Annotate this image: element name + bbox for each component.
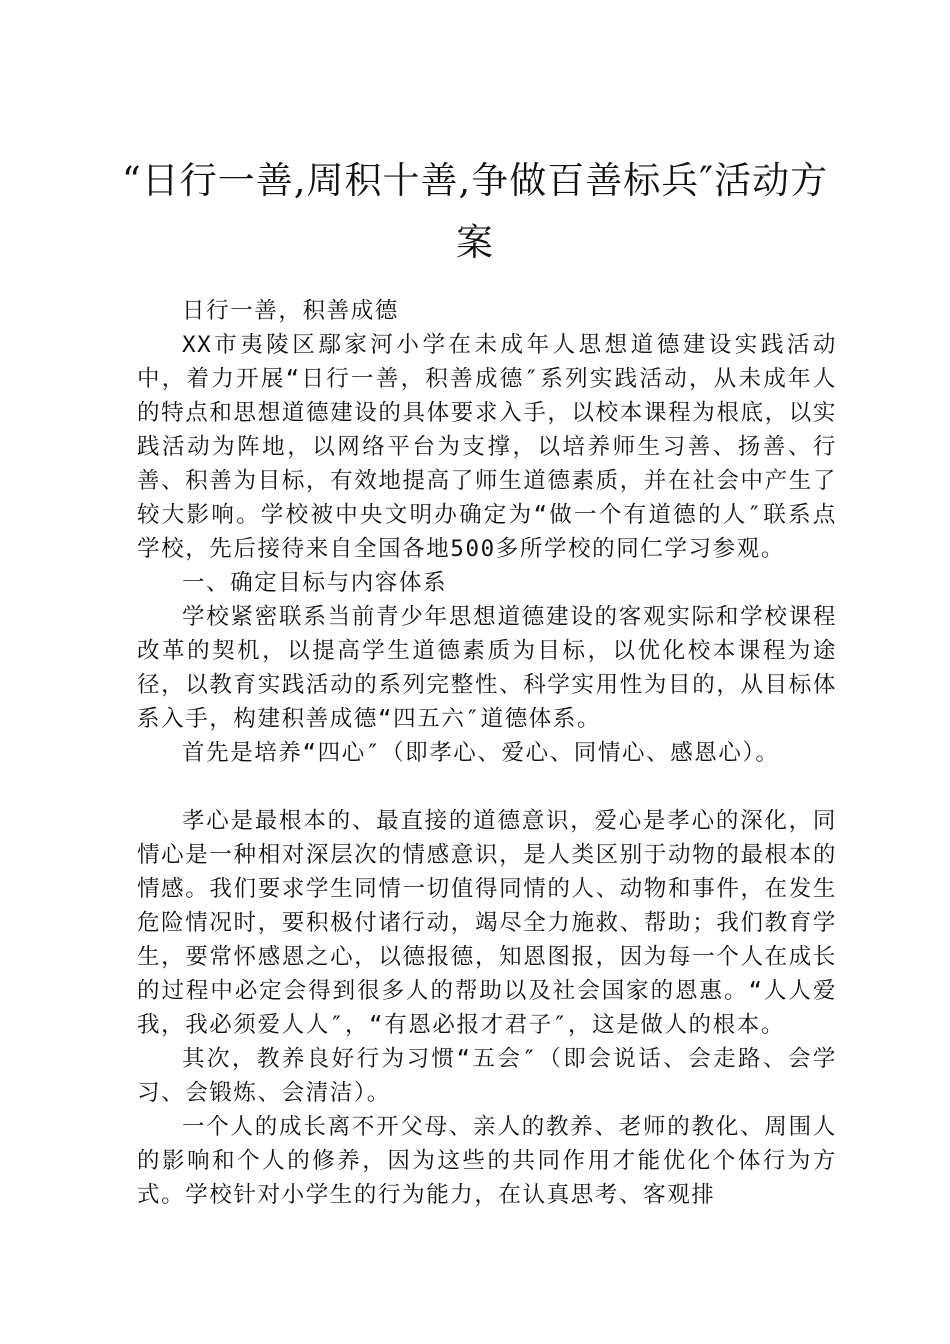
document-title: “日行一善,周积十善,争做百善标兵″活动方案	[121, 159, 829, 264]
paragraph-four-hearts: 首先是培养“四心″（即孝心、爱心、同情心、感恩心）。	[182, 740, 780, 766]
paragraph-filial-piety: 孝心是最根本的、最直接的道德意识，爱心是孝心的深化，同情心是一种相对深层次的情感意识，是人类区别于动物的最根本的情感。我们要求学生同情一切值得同情的人、动物和事件，在发生危险情况时，要积极付诸行动，竭尽全力施救、帮助；我们教育学生，要常怀感恩之心，以德报德，知恩图报，因为每一个人在成长的过程中必定会得到很多人的帮助以及社会国家的恩惠。“人人爱我，我必须爱人人″，“有恩必报才君子″，这是做人的根本。	[137, 808, 837, 1038]
section-heading-1: 一、确定目标与内容体系	[182, 570, 448, 596]
paragraph-section-1: 学校紧密联系当前青少年思想道德建设的客观实际和学校课程改革的契机，以提高学生道德素质为目标，以优化校本课程为途径，以教育实践活动的系列完整性、科学实用性为目的，从目标体系入手，构建积善成德“四五六″道德体系。	[137, 604, 837, 732]
paragraph-subtitle: 日行一善，积善成德	[182, 298, 399, 324]
paragraph-growth: 一个人的成长离不开父母、亲人的教养、老师的教化、周围人的影响和个人的修养，因为这些的共同作用才能优化个体行为方式。学校针对小学生的行为能力，在认真思考、客观排	[137, 1114, 837, 1208]
paragraph-intro: XX市夷陵区鄢家河小学在未成年人思想道德建设实践活动中，着力开展“日行一善，积善成德″系列实践活动，从未成年人的特点和思想道德建设的具体要求入手，以校本课程为根底，以实践活动为阵地，以网络平台为支撑，以培养师生习善、扬善、行善、积善为目标，有效地提高了师生道德素质，并在社会中产生了较大影响。学校被中央文明办确定为“做一个有道德的人″联系点学校，先后接待来自全国各地500多所学校的同仁学习参观。	[137, 332, 837, 562]
paragraph-five-skills: 其次，教养良好行为习惯“五会″（即会说话、会走路、会学习、会锻炼、会清洁）。	[137, 1046, 837, 1106]
document-body	[137, 294, 837, 1212]
